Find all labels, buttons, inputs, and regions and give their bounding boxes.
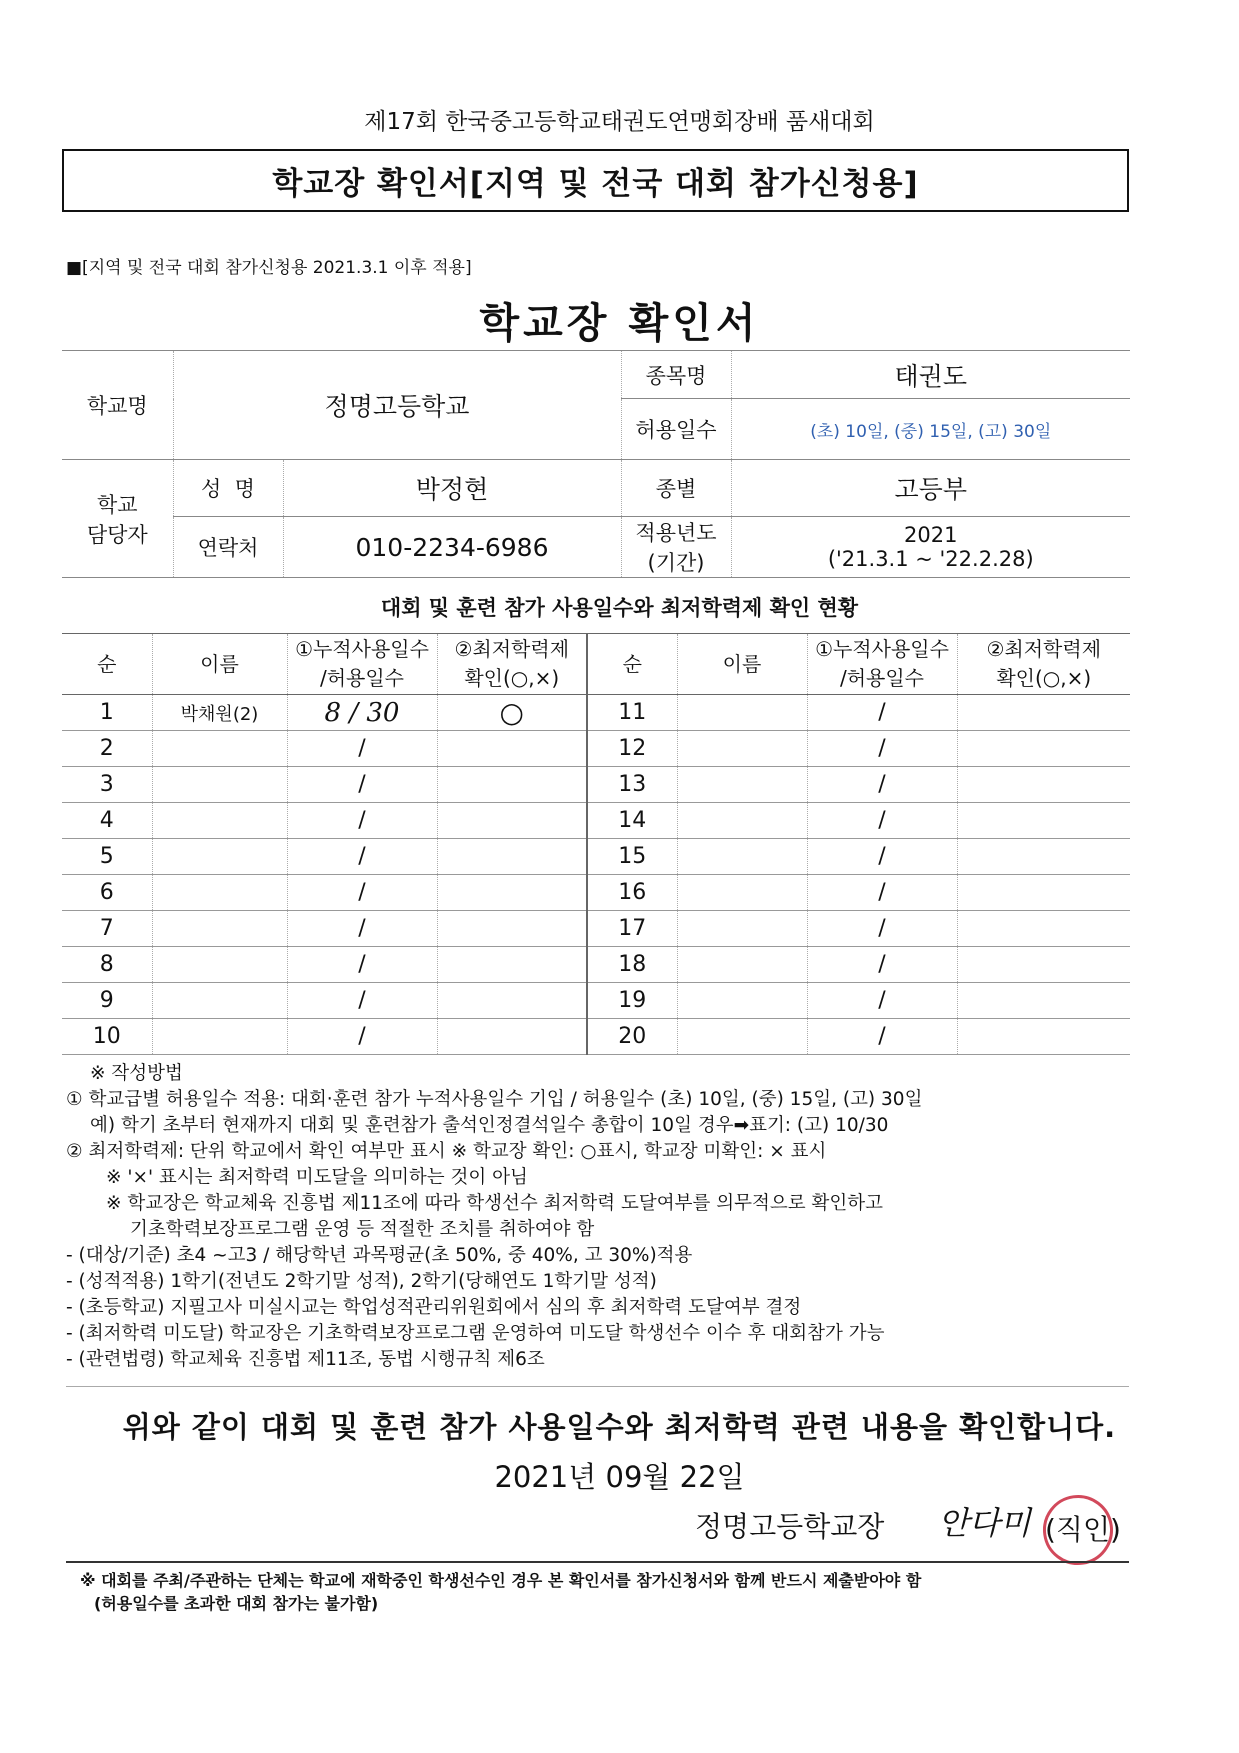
- row-check-left: [437, 839, 587, 875]
- row-no-right: 20: [587, 1019, 677, 1055]
- category-label: 종별: [621, 460, 731, 517]
- row-name-left: [152, 1019, 287, 1055]
- detail-4: - (최저학력 미도달) 학교장은 기초학력보장프로그램 운영하여 미도달 학생선수 이수 후 대회참가 가능: [66, 1323, 885, 1344]
- row-name-left: [152, 983, 287, 1019]
- seal-mark: (직인): [1045, 1513, 1121, 1546]
- row-days-left: /: [287, 767, 437, 803]
- row-name-right: [677, 839, 807, 875]
- row-days-left: /: [287, 731, 437, 767]
- row-name-left: 박채원(2): [152, 695, 287, 731]
- row-name-right: [677, 947, 807, 983]
- row-no-left: 9: [62, 983, 152, 1019]
- row-days-right: /: [807, 695, 957, 731]
- info-table: [62, 350, 1130, 578]
- row-name-left: [152, 731, 287, 767]
- detail-5: - (관련법령) 학교체육 진흥법 제11조, 동법 시행규칙 제6조: [66, 1349, 545, 1370]
- row-no-left: 4: [62, 803, 152, 839]
- year-value: [731, 517, 1130, 578]
- row-check-right: [957, 803, 1130, 839]
- row-check-right: [957, 767, 1130, 803]
- status-body: [62, 695, 1130, 1055]
- row-days-left: /: [287, 839, 437, 875]
- year-value-line1: 2021: [904, 523, 958, 547]
- row-days-right: /: [807, 803, 957, 839]
- row-days-right: /: [807, 1019, 957, 1055]
- row-check-left: ○: [437, 695, 587, 731]
- col-no-right: 순: [587, 634, 677, 695]
- divider: [66, 1386, 1129, 1387]
- principal-title: 정명고등학교장: [695, 1510, 885, 1543]
- footer-line-1: ※ 대회를 주최/주관하는 단체는 학교에 재학중인 학생선수인 경우 본 확인서를 참가신청서와 함께 반드시 제출받아야 함: [80, 1571, 922, 1590]
- row-no-left: 7: [62, 911, 152, 947]
- row-check-right: [957, 911, 1130, 947]
- row-no-right: 16: [587, 875, 677, 911]
- row-check-left: [437, 1019, 587, 1055]
- name-label: 성 명: [173, 460, 283, 517]
- year-value-line2: ('21.3.1 ~ '22.2.28): [827, 547, 1034, 571]
- row-no-right: 12: [587, 731, 677, 767]
- row-name-right: [677, 695, 807, 731]
- status-row: [62, 731, 1130, 767]
- row-name-right: [677, 983, 807, 1019]
- status-row: [62, 695, 1130, 731]
- col-days-right-line2: /허용일수: [839, 666, 925, 690]
- document-title: 학교장 확인서: [479, 299, 760, 347]
- status-table: [62, 633, 1130, 1055]
- row-no-right: 11: [587, 695, 677, 731]
- col-name-left: 이름: [152, 634, 287, 695]
- status-row: [62, 767, 1130, 803]
- row-name-left: [152, 947, 287, 983]
- competition-title: 제17회 한국중고등학교태권도연맹회장배 품새대회: [364, 109, 875, 135]
- signature: 안다미: [938, 1504, 1031, 1542]
- row-check-left: [437, 875, 587, 911]
- status-header-row: [62, 634, 1130, 695]
- row-name-right: [677, 731, 807, 767]
- note-2-b: ※ 학교장은 학교체육 진흥법 제11조에 따라 학생선수 최저학력 도달여부를 의무적으로 확인하고: [106, 1193, 883, 1214]
- col-check-left-line2: 확인(○,×): [464, 666, 560, 690]
- col-check-left-line1: ②최저학력제: [454, 637, 570, 661]
- note-2: ② 최저학력제: 단위 학교에서 확인 여부만 표시 ※ 학교장 확인: ○표시, 학교장 미확인: × 표시: [66, 1141, 827, 1162]
- row-days-right: /: [807, 911, 957, 947]
- row-check-left: [437, 947, 587, 983]
- status-row: [62, 947, 1130, 983]
- note-1: ① 학교급별 허용일수 적용: 대회·훈련 참가 누적사용일수 기입 / 허용일수 (초) 10일, (중) 15일, (고) 30일: [66, 1089, 923, 1110]
- note-1-example: 예) 학기 초부터 현재까지 대회 및 훈련참가 출석인정결석일수 총합이 10일 경우➡표기: (고) 10/30: [90, 1115, 889, 1136]
- row-check-right: [957, 839, 1130, 875]
- row-days-left: /: [287, 1019, 437, 1055]
- col-check-right-line2: 확인(○,×): [996, 666, 1092, 690]
- confirmation-date: 2021년 09월 22일: [494, 1460, 745, 1494]
- row-days-right: /: [807, 983, 957, 1019]
- applicability-note: ■[지역 및 전국 대회 참가신청용 2021.3.1 이후 적용]: [66, 258, 472, 278]
- row-no-left: 5: [62, 839, 152, 875]
- status-row: [62, 839, 1130, 875]
- event-value: 태권도: [731, 351, 1130, 399]
- row-no-left: 10: [62, 1019, 152, 1055]
- status-row: [62, 911, 1130, 947]
- col-check-right-line1: ②최저학력제: [986, 637, 1102, 661]
- row-days-left: /: [287, 983, 437, 1019]
- note-2-a: ※ '×' 표시는 최저학력 미도달을 의미하는 것이 아님: [106, 1167, 528, 1188]
- year-label: [621, 517, 731, 578]
- row-days-right: /: [807, 839, 957, 875]
- note-2-b-continued: 기초학력보장프로그램 운영 등 적절한 조치를 취하여야 함: [130, 1219, 595, 1240]
- col-days-left: [287, 634, 437, 695]
- footer-divider: [66, 1561, 1129, 1563]
- status-title: 대회 및 훈련 참가 사용일수와 최저학력제 확인 현황: [380, 596, 859, 620]
- form-title: 학교장 확인서[지역 및 전국 대회 참가신청용]: [272, 166, 919, 202]
- row-no-right: 17: [587, 911, 677, 947]
- row-no-left: 2: [62, 731, 152, 767]
- col-no-left: 순: [62, 634, 152, 695]
- row-no-left: 6: [62, 875, 152, 911]
- status-row: [62, 983, 1130, 1019]
- status-row: [62, 875, 1130, 911]
- row-name-left: [152, 767, 287, 803]
- row-no-right: 13: [587, 767, 677, 803]
- name-value: 박정현: [283, 460, 621, 517]
- status-row: [62, 803, 1130, 839]
- row-check-left: [437, 803, 587, 839]
- col-check-right: [957, 634, 1130, 695]
- confirmation-statement: 위와 같이 대회 및 훈련 참가 사용일수와 최저학력 관련 내용을 확인합니다.: [122, 1410, 1117, 1444]
- row-days-right: /: [807, 875, 957, 911]
- row-name-right: [677, 803, 807, 839]
- row-days-left: /: [287, 875, 437, 911]
- contact-person-label-line1: 학교: [96, 492, 138, 517]
- col-days-left-line1: ①누적사용일수: [295, 637, 429, 661]
- row-check-right: [957, 1019, 1130, 1055]
- row-name-left: [152, 875, 287, 911]
- contact-person-label: [62, 460, 173, 578]
- row-check-right: [957, 731, 1130, 767]
- row-name-right: [677, 1019, 807, 1055]
- row-check-right: [957, 983, 1130, 1019]
- instructions: [66, 1061, 1146, 1373]
- row-check-left: [437, 983, 587, 1019]
- col-check-left: [437, 634, 587, 695]
- row-days-right: /: [807, 767, 957, 803]
- allowed-days-value: (초) 10일, (중) 15일, (고) 30일: [731, 399, 1130, 460]
- row-no-right: 18: [587, 947, 677, 983]
- row-name-left: [152, 839, 287, 875]
- row-no-right: 19: [587, 983, 677, 1019]
- row-check-right: [957, 695, 1130, 731]
- row-no-left: 1: [62, 695, 152, 731]
- row-name-right: [677, 875, 807, 911]
- row-days-right: /: [807, 731, 957, 767]
- row-days-left: /: [287, 911, 437, 947]
- row-no-left: 3: [62, 767, 152, 803]
- row-days-left: /: [287, 947, 437, 983]
- footer-note: [80, 1569, 1140, 1615]
- notes-heading: ※ 작성방법: [90, 1063, 183, 1084]
- footer-line-2: (허용일수를 초과한 대회 참가는 불가함): [94, 1594, 379, 1613]
- row-days-left: 8 / 30: [287, 695, 437, 731]
- allowed-days-label: 허용일수: [621, 399, 731, 460]
- row-name-right: [677, 911, 807, 947]
- row-check-left: [437, 767, 587, 803]
- year-label-line1: 적용년도: [635, 521, 717, 545]
- school-value: 정명고등학교: [173, 351, 621, 460]
- detail-3: - (초등학교) 지필고사 미실시교는 학업성적관리위원회에서 심의 후 최저학력 도달여부 결정: [66, 1297, 802, 1318]
- year-label-line2: (기간): [647, 551, 705, 575]
- school-label: 학교명: [62, 351, 173, 460]
- category-value: 고등부: [731, 460, 1130, 517]
- row-check-left: [437, 911, 587, 947]
- row-check-left: [437, 731, 587, 767]
- row-name-right: [677, 767, 807, 803]
- row-name-left: [152, 803, 287, 839]
- form-title-box: [62, 149, 1129, 212]
- col-days-left-line2: /허용일수: [319, 666, 405, 690]
- col-days-right: [807, 634, 957, 695]
- row-check-right: [957, 875, 1130, 911]
- detail-1: - (대상/기준) 초4 ~고3 / 해당학년 과목평균(초 50%, 중 40%, 고 30%)적용: [66, 1245, 693, 1266]
- row-no-left: 8: [62, 947, 152, 983]
- row-no-right: 14: [587, 803, 677, 839]
- row-days-left: /: [287, 803, 437, 839]
- event-label: 종목명: [621, 351, 731, 399]
- phone-label: 연락처: [173, 517, 283, 578]
- detail-2: - (성적적용) 1학기(전년도 2학기말 성적), 2학기(당해연도 1학기말 성적): [66, 1271, 657, 1292]
- col-days-right-line1: ①누적사용일수: [815, 637, 949, 661]
- row-days-right: /: [807, 947, 957, 983]
- row-check-right: [957, 947, 1130, 983]
- contact-person-label-line2: 담당자: [86, 522, 148, 547]
- row-name-left: [152, 911, 287, 947]
- phone-value: 010-2234-6986: [283, 517, 621, 578]
- col-name-right: 이름: [677, 634, 807, 695]
- row-no-right: 15: [587, 839, 677, 875]
- status-row: [62, 1019, 1130, 1055]
